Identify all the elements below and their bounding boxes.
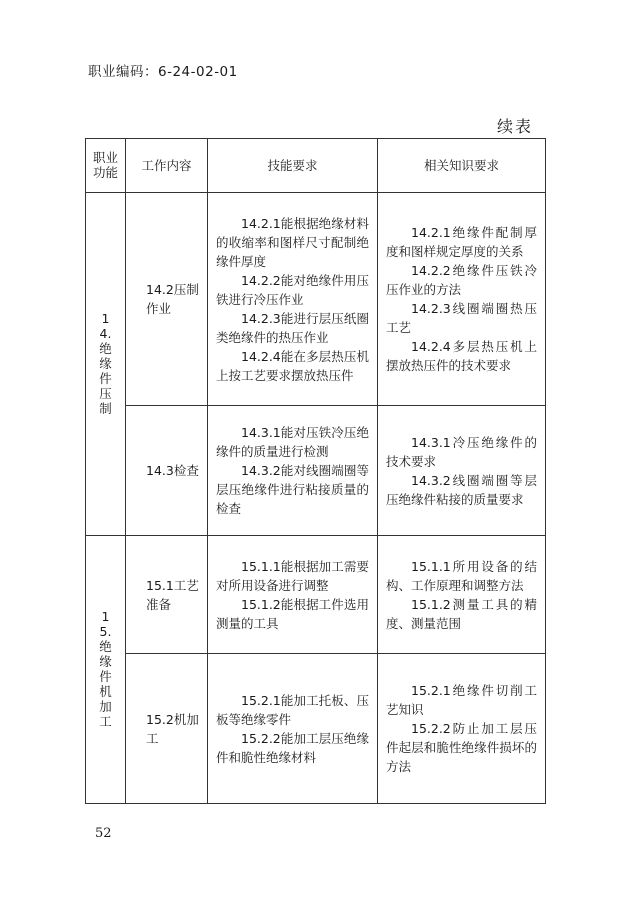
knowledge-item: 15.2.2防止加工层压件起层和脆性绝缘件损坏的方法 xyxy=(386,721,537,774)
knowledge-item: 14.3.1冷压绝缘件的技术要求 xyxy=(386,434,537,469)
function-cell: 14. 绝缘件压制 xyxy=(86,193,126,536)
header-skills: 技能要求 xyxy=(208,139,378,193)
skill-item: 14.2.2能对绝缘件用压铁进行冷压作业 xyxy=(216,272,369,307)
knowledge-requirements-cell xyxy=(378,193,546,406)
knowledge-item: 14.2.1绝缘件配制厚度和图样规定厚度的关系 xyxy=(386,225,537,259)
knowledge-item: 14.2.4多层热压机上摆放热压件的技术要求 xyxy=(386,339,537,373)
continued-label: 续表 xyxy=(497,117,534,136)
function-cell: 15. 绝缘件机加工 xyxy=(86,536,126,804)
header-knowledge: 相关知识要求 xyxy=(378,139,546,193)
occupation-code: 职业编码：6-24-02-01 xyxy=(88,64,238,80)
table-row xyxy=(86,193,546,406)
skill-item: 15.1.1能根据加工需要对所用设备进行调整 xyxy=(216,558,369,593)
skills-table xyxy=(85,138,546,804)
knowledge-requirements-cell xyxy=(378,536,546,654)
skill-item: 15.1.2能根据工件选用测量的工具 xyxy=(216,596,369,631)
skill-item: 14.3.1能对压铁冷压绝缘件的质量进行检测 xyxy=(216,425,369,459)
skill-requirements-cell xyxy=(208,406,378,536)
work-content-cell: 15.1工艺准备 xyxy=(126,536,208,654)
skill-item: 15.2.1能加工托板、压板等绝缘零件 xyxy=(216,692,369,727)
knowledge-item: 15.2.1绝缘件切削工艺知识 xyxy=(386,683,537,717)
knowledge-requirements-cell xyxy=(378,406,546,536)
knowledge-item: 14.2.3线圈端圈热压工艺 xyxy=(386,301,537,335)
page-number: 52 xyxy=(95,826,112,841)
skill-requirements-cell xyxy=(208,654,378,804)
work-content-cell: 14.2压制作业 xyxy=(126,193,208,406)
skill-item: 14.2.1能根据绝缘材料的收缩率和图样尺寸配制绝缘件厚度 xyxy=(216,215,369,269)
work-content-cell: 15.2机加工 xyxy=(126,654,208,804)
header-function: 职业功能 xyxy=(86,139,126,193)
knowledge-item: 14.2.2绝缘件压铁冷压作业的方法 xyxy=(386,263,537,297)
knowledge-requirements-cell xyxy=(378,654,546,804)
skill-requirements-cell xyxy=(208,193,378,406)
skill-item: 15.2.2能加工层压绝缘件和脆性绝缘材料 xyxy=(216,730,369,765)
table-row xyxy=(86,536,546,654)
work-content-cell: 14.3检查 xyxy=(126,406,208,536)
header-work: 工作内容 xyxy=(126,139,208,193)
skill-item: 14.2.3能进行层压纸圈类绝缘件的热压作业 xyxy=(216,310,369,345)
knowledge-item: 14.3.2线圈端圈等层压绝缘件粘接的质量要求 xyxy=(386,472,537,507)
knowledge-item: 15.1.1所用设备的结构、工作原理和调整方法 xyxy=(386,558,537,593)
table-row xyxy=(86,406,546,536)
skill-item: 14.3.2能对线圈端圈等层压绝缘件进行粘接质量的检查 xyxy=(216,463,369,516)
table-row xyxy=(86,654,546,804)
skill-item: 14.2.4能在多层热压机上按工艺要求摆放热压件 xyxy=(216,348,369,383)
skill-requirements-cell xyxy=(208,536,378,654)
table-header-row xyxy=(86,139,546,193)
knowledge-item: 15.1.2测量工具的精度、测量范围 xyxy=(386,596,537,631)
